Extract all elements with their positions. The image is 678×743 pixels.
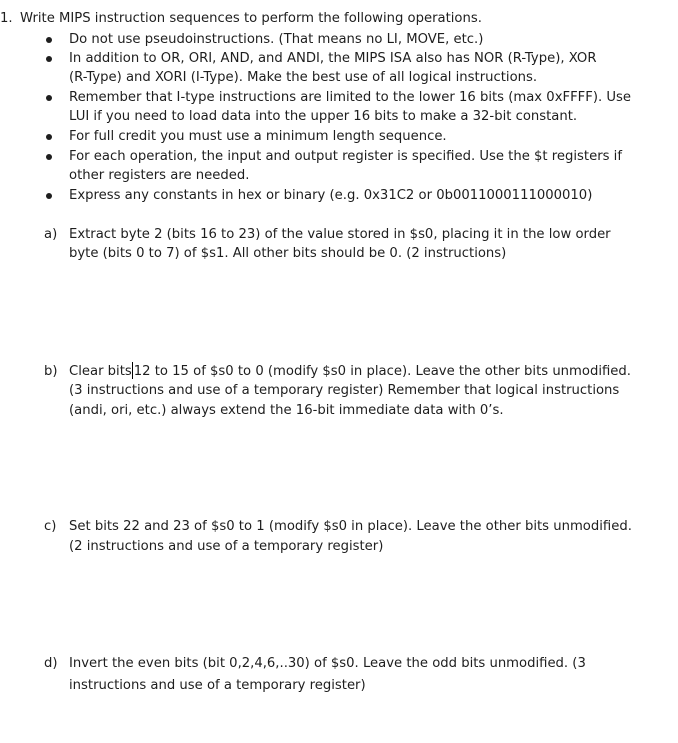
part-b-line: (3 instructions and use of a temporary register) Remember that logical instructions — [69, 383, 620, 398]
part-b-line: (andi, ori, etc.) always extend the 16-bit immediate data with 0’s. — [69, 403, 504, 418]
part-a-line: byte (bits 0 to 7) of $s1. All other bits should be 0. (2 instructions) — [69, 246, 507, 261]
part-c-line: Set bits 22 and 23 of $s0 to 1 (modify $s0 in place). Leave the other bits unmodified. — [69, 519, 632, 534]
question-intro: Write MIPS instruction sequences to perform the following operations. — [20, 11, 482, 26]
part-b-text-before-cursor: Clear bits — [69, 364, 132, 379]
bullet-item-line: other registers are needed. — [69, 168, 250, 183]
bullet-item-line: For each operation, the input and output register is specified. Use the $t registers if — [69, 149, 622, 164]
part-d-line: instructions and use of a temporary register) — [69, 678, 366, 693]
bullet-dot-icon — [46, 154, 52, 160]
part-b-text-after-cursor: 12 to 15 of $s0 to 0 (modify $s0 in place). Leave the other bits unmodified. — [133, 364, 631, 379]
part-a-line: Extract byte 2 (bits 16 to 23) of the value stored in $s0, placing it in the low order — [69, 227, 611, 242]
part-a-label: a) — [44, 227, 58, 242]
bullet-dot-icon — [46, 56, 52, 62]
part-c-line: (2 instructions and use of a temporary register) — [69, 539, 384, 554]
bullet-dot-icon — [46, 193, 52, 199]
bullet-item-line: LUI if you need to load data into the upper 16 bits to make a 32-bit constant. — [69, 109, 578, 124]
question-number: 1. — [0, 11, 13, 26]
text-cursor-icon — [132, 362, 133, 379]
bullet-dot-icon — [46, 134, 52, 140]
bullet-dot-icon — [46, 95, 52, 101]
part-c-label: c) — [44, 519, 57, 534]
bullet-item-line: Express any constants in hex or binary (e.g. 0x31C2 or 0b0011000111000010) — [69, 188, 593, 203]
part-d-label: d) — [44, 656, 58, 671]
bullet-item-line: Remember that I-type instructions are limited to the lower 16 bits (max 0xFFFF). Use — [69, 90, 632, 105]
part-b-label: b) — [44, 364, 58, 379]
bullet-item-line: In addition to OR, ORI, AND, and ANDI, the MIPS ISA also has NOR (R-Type), XOR — [69, 51, 597, 66]
bullet-item-line: Do not use pseudoinstructions. (That means no LI, MOVE, etc.) — [69, 32, 484, 47]
part-b-line[interactable] — [69, 362, 631, 382]
bullet-item-line: (R-Type) and XORI (I-Type). Make the best use of all logical instructions. — [69, 70, 538, 85]
bullet-dot-icon — [46, 37, 52, 43]
bullet-item-line: For full credit you must use a minimum length sequence. — [69, 129, 447, 144]
part-d-line: Invert the even bits (bit 0,2,4,6,..30) of $s0. Leave the odd bits unmodified. (3 — [69, 656, 586, 671]
